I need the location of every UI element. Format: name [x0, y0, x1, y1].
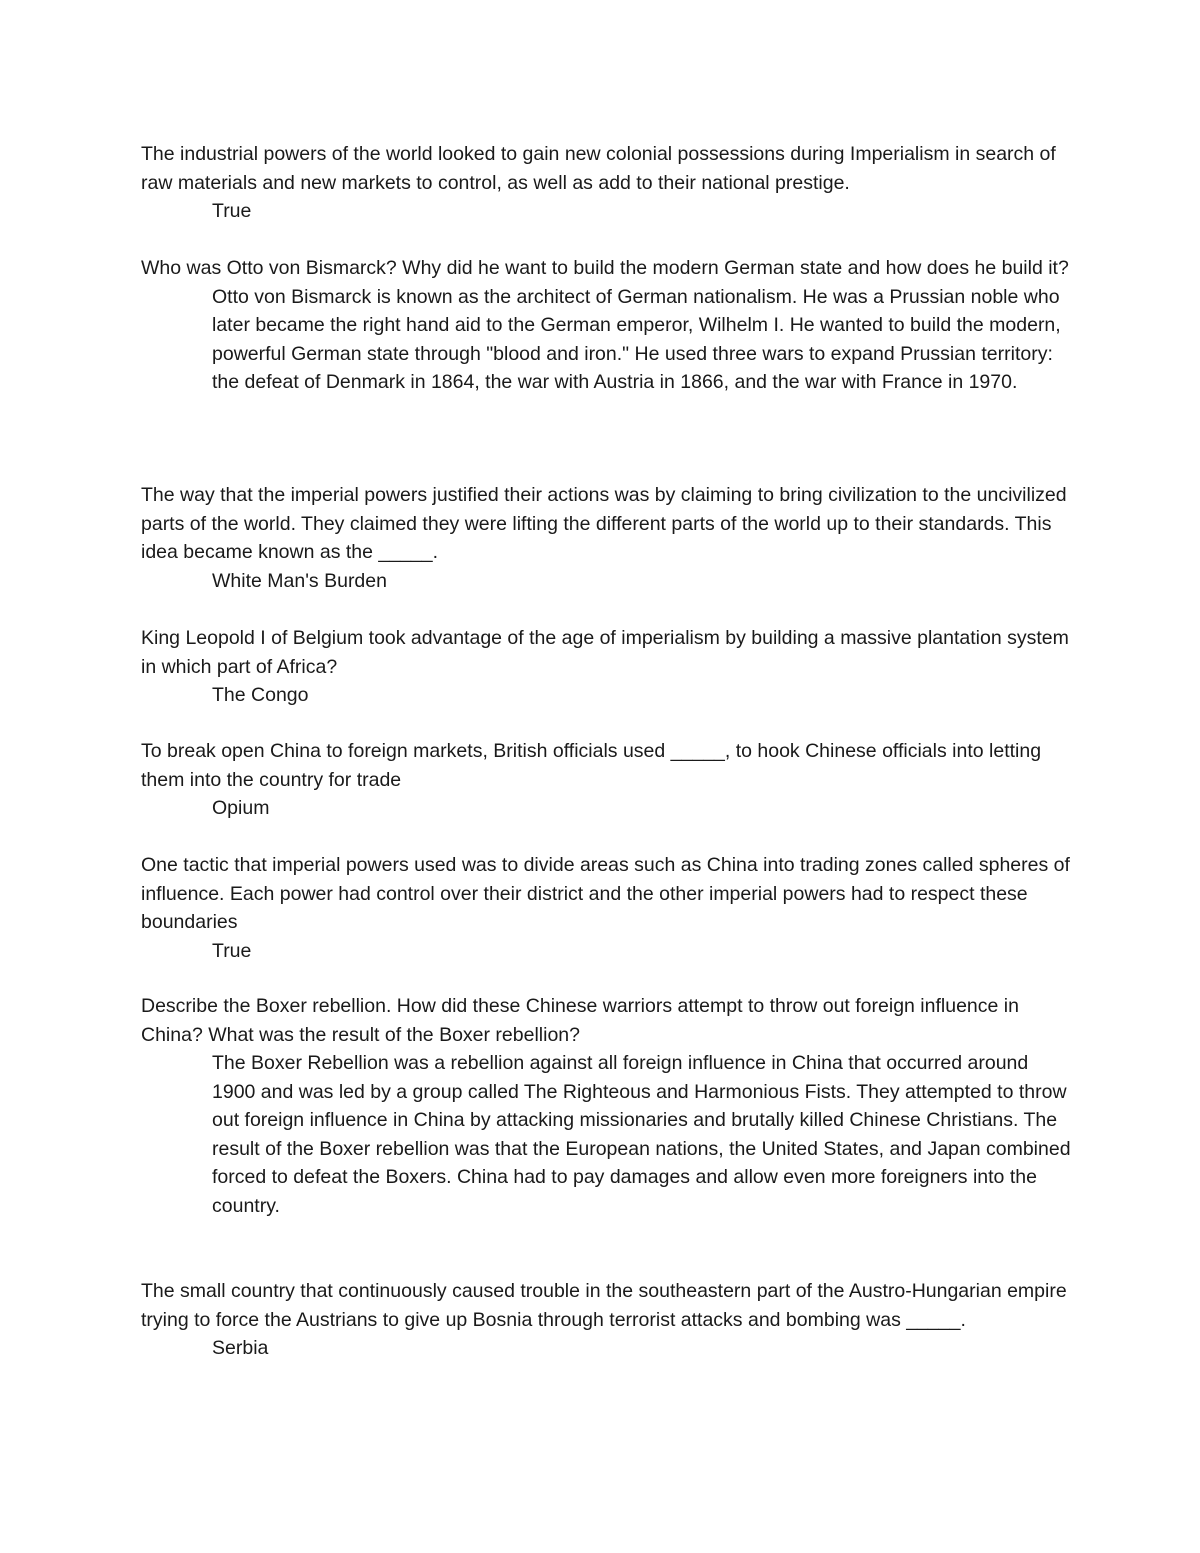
qa-item-2 [141, 254, 1071, 397]
qa-item-5 [141, 737, 1071, 823]
qa-item-7 [141, 992, 1071, 1220]
question-text: The way that the imperial powers justified their actions was by claiming to bring civilization to the uncivilized parts of the world. They claimed they were lifting the different parts of the world up to their standards. This idea became known as the _____. [141, 484, 1067, 563]
answer-text: True [212, 939, 252, 962]
question-text: King Leopold I of Belgium took advantage of the age of imperialism by building a massive plantation system in which part of Africa? [141, 627, 1069, 678]
answer-text: True [212, 200, 252, 222]
qa-item-3 [141, 481, 1071, 595]
question-text: One tactic that imperial powers used was to divide areas such as China into trading zones called spheres of influence. Each power had control over their district and the other imperial powers had to respect these boundaries [141, 854, 1070, 933]
answer-text: Serbia [212, 1337, 269, 1359]
answer-text: Otto von Bismarck is known as the architect of German nationalism. He was a Prussian noble who later became the right hand aid to the German emperor, Wilhelm I. He wanted to build the modern, powerful German state through "blood and iron." He used three wars to expand Prussian territory: the defeat of Denmark in 1864, the war with Austria in 1866, and the war with France in 1970. [212, 285, 1061, 393]
qa-item-1 [141, 140, 1071, 226]
qa-item-8 [141, 1277, 1071, 1363]
question-text: Who was Otto von Bismarck? Why did he want to build the modern German state and how does he build it? [141, 257, 1069, 279]
qa-item-4 [141, 624, 1071, 710]
question-text: Describe the Boxer rebellion. How did these Chinese warriors attempt to throw out foreign influence in China? What was the result of the Boxer rebellion? [141, 995, 1019, 1046]
question-text: The small country that continuously caused trouble in the southeastern part of the Austro-Hungarian empire trying to force the Austrians to give up Bosnia through terrorist attacks and bombing was _____. [141, 1280, 1067, 1331]
answer-text: The Boxer Rebellion was a rebellion against all foreign influence in China that occurred around 1900 and was led by a group called The Righteous and Harmonious Fists. They attempted to throw out foreign influence in China by attacking missionaries and brutally killed Chinese Christians. The result of the Boxer rebellion was that the European nations, the United States, and Japan combined forced to defeat the Boxers. China had to pay damages and allow even more foreigners into the country. [212, 1052, 1071, 1217]
answer-text: The Congo [212, 684, 309, 706]
question-text: To break open China to foreign markets, British officials used _____, to hook Chinese officials into letting them into the country for trade [141, 740, 1042, 791]
answer-text: Opium [212, 797, 270, 819]
answer-text: White Man's Burden [212, 569, 387, 592]
question-text: The industrial powers of the world looked to gain new colonial possessions during Imperialism in search of raw materials and new markets to control, as well as add to their national prestige. [141, 143, 1056, 194]
qa-item-6 [141, 851, 1071, 965]
